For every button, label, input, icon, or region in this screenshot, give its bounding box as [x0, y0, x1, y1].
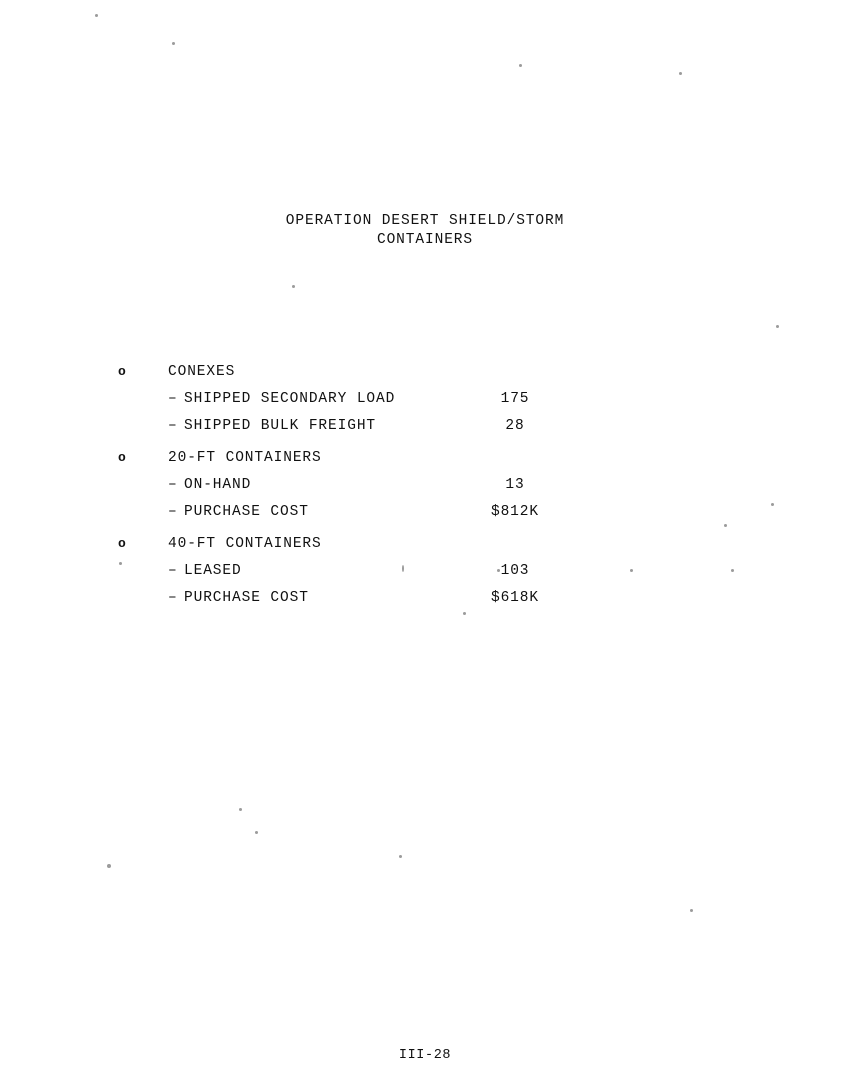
- scan-speck: [292, 285, 295, 288]
- list-group: [118, 450, 738, 520]
- list-item-label: ON-HAND: [184, 477, 252, 493]
- list-item: [118, 418, 738, 434]
- title-line-2: CONTAINERS: [376, 232, 473, 248]
- list-group: [118, 364, 738, 434]
- list-item-label: PURCHASE COST: [184, 504, 309, 520]
- bullet-icon: o: [118, 364, 127, 379]
- page-title: [0, 212, 850, 250]
- list-item-value: 175: [500, 391, 530, 407]
- list-item: [118, 563, 738, 579]
- list-item-label: LEASED: [184, 563, 242, 579]
- list-item-value: $812K: [490, 504, 539, 520]
- list-item-label: SHIPPED SECONDARY LOAD: [184, 391, 396, 407]
- bullet-icon: o: [118, 450, 127, 465]
- group-heading: [118, 450, 738, 466]
- bullet-icon: o: [118, 536, 127, 551]
- dash-icon: –: [168, 418, 177, 434]
- scan-speck: [172, 42, 175, 45]
- scan-speck: [239, 808, 242, 811]
- scan-speck: [690, 909, 693, 912]
- dash-icon: –: [168, 391, 177, 407]
- scan-speck: [776, 325, 779, 328]
- list-item-label: SHIPPED BULK FREIGHT: [184, 418, 377, 434]
- dash-icon: –: [168, 563, 177, 579]
- scan-speck: [255, 831, 258, 834]
- scan-speck: [679, 72, 682, 75]
- group-label: CONEXES: [168, 364, 236, 380]
- title-line-1: OPERATION DESERT SHIELD/STORM: [285, 213, 565, 229]
- scan-speck: [519, 64, 522, 67]
- list-group: [118, 536, 738, 606]
- group-label: 40-FT CONTAINERS: [168, 536, 322, 552]
- scan-speck: [95, 14, 98, 17]
- list-item-value: 103: [500, 563, 530, 579]
- dash-icon: –: [168, 504, 177, 520]
- group-heading: [118, 364, 738, 380]
- dash-icon: –: [168, 590, 177, 606]
- list-item-label: PURCHASE COST: [184, 590, 309, 606]
- dash-icon: –: [168, 477, 177, 493]
- scan-speck: [399, 855, 402, 858]
- page-number: III-28: [398, 1048, 452, 1063]
- list-item-value: $618K: [490, 590, 539, 606]
- scan-speck: [107, 864, 111, 868]
- list-item: [118, 590, 738, 606]
- list-item: [118, 391, 738, 407]
- list-item: [118, 504, 738, 520]
- list-item: [118, 477, 738, 493]
- group-heading: [118, 536, 738, 552]
- list-item-value: 13: [505, 477, 525, 493]
- list-item-value: 28: [505, 418, 525, 434]
- group-label: 20-FT CONTAINERS: [168, 450, 322, 466]
- content-list: [118, 364, 738, 622]
- scan-speck: [771, 503, 774, 506]
